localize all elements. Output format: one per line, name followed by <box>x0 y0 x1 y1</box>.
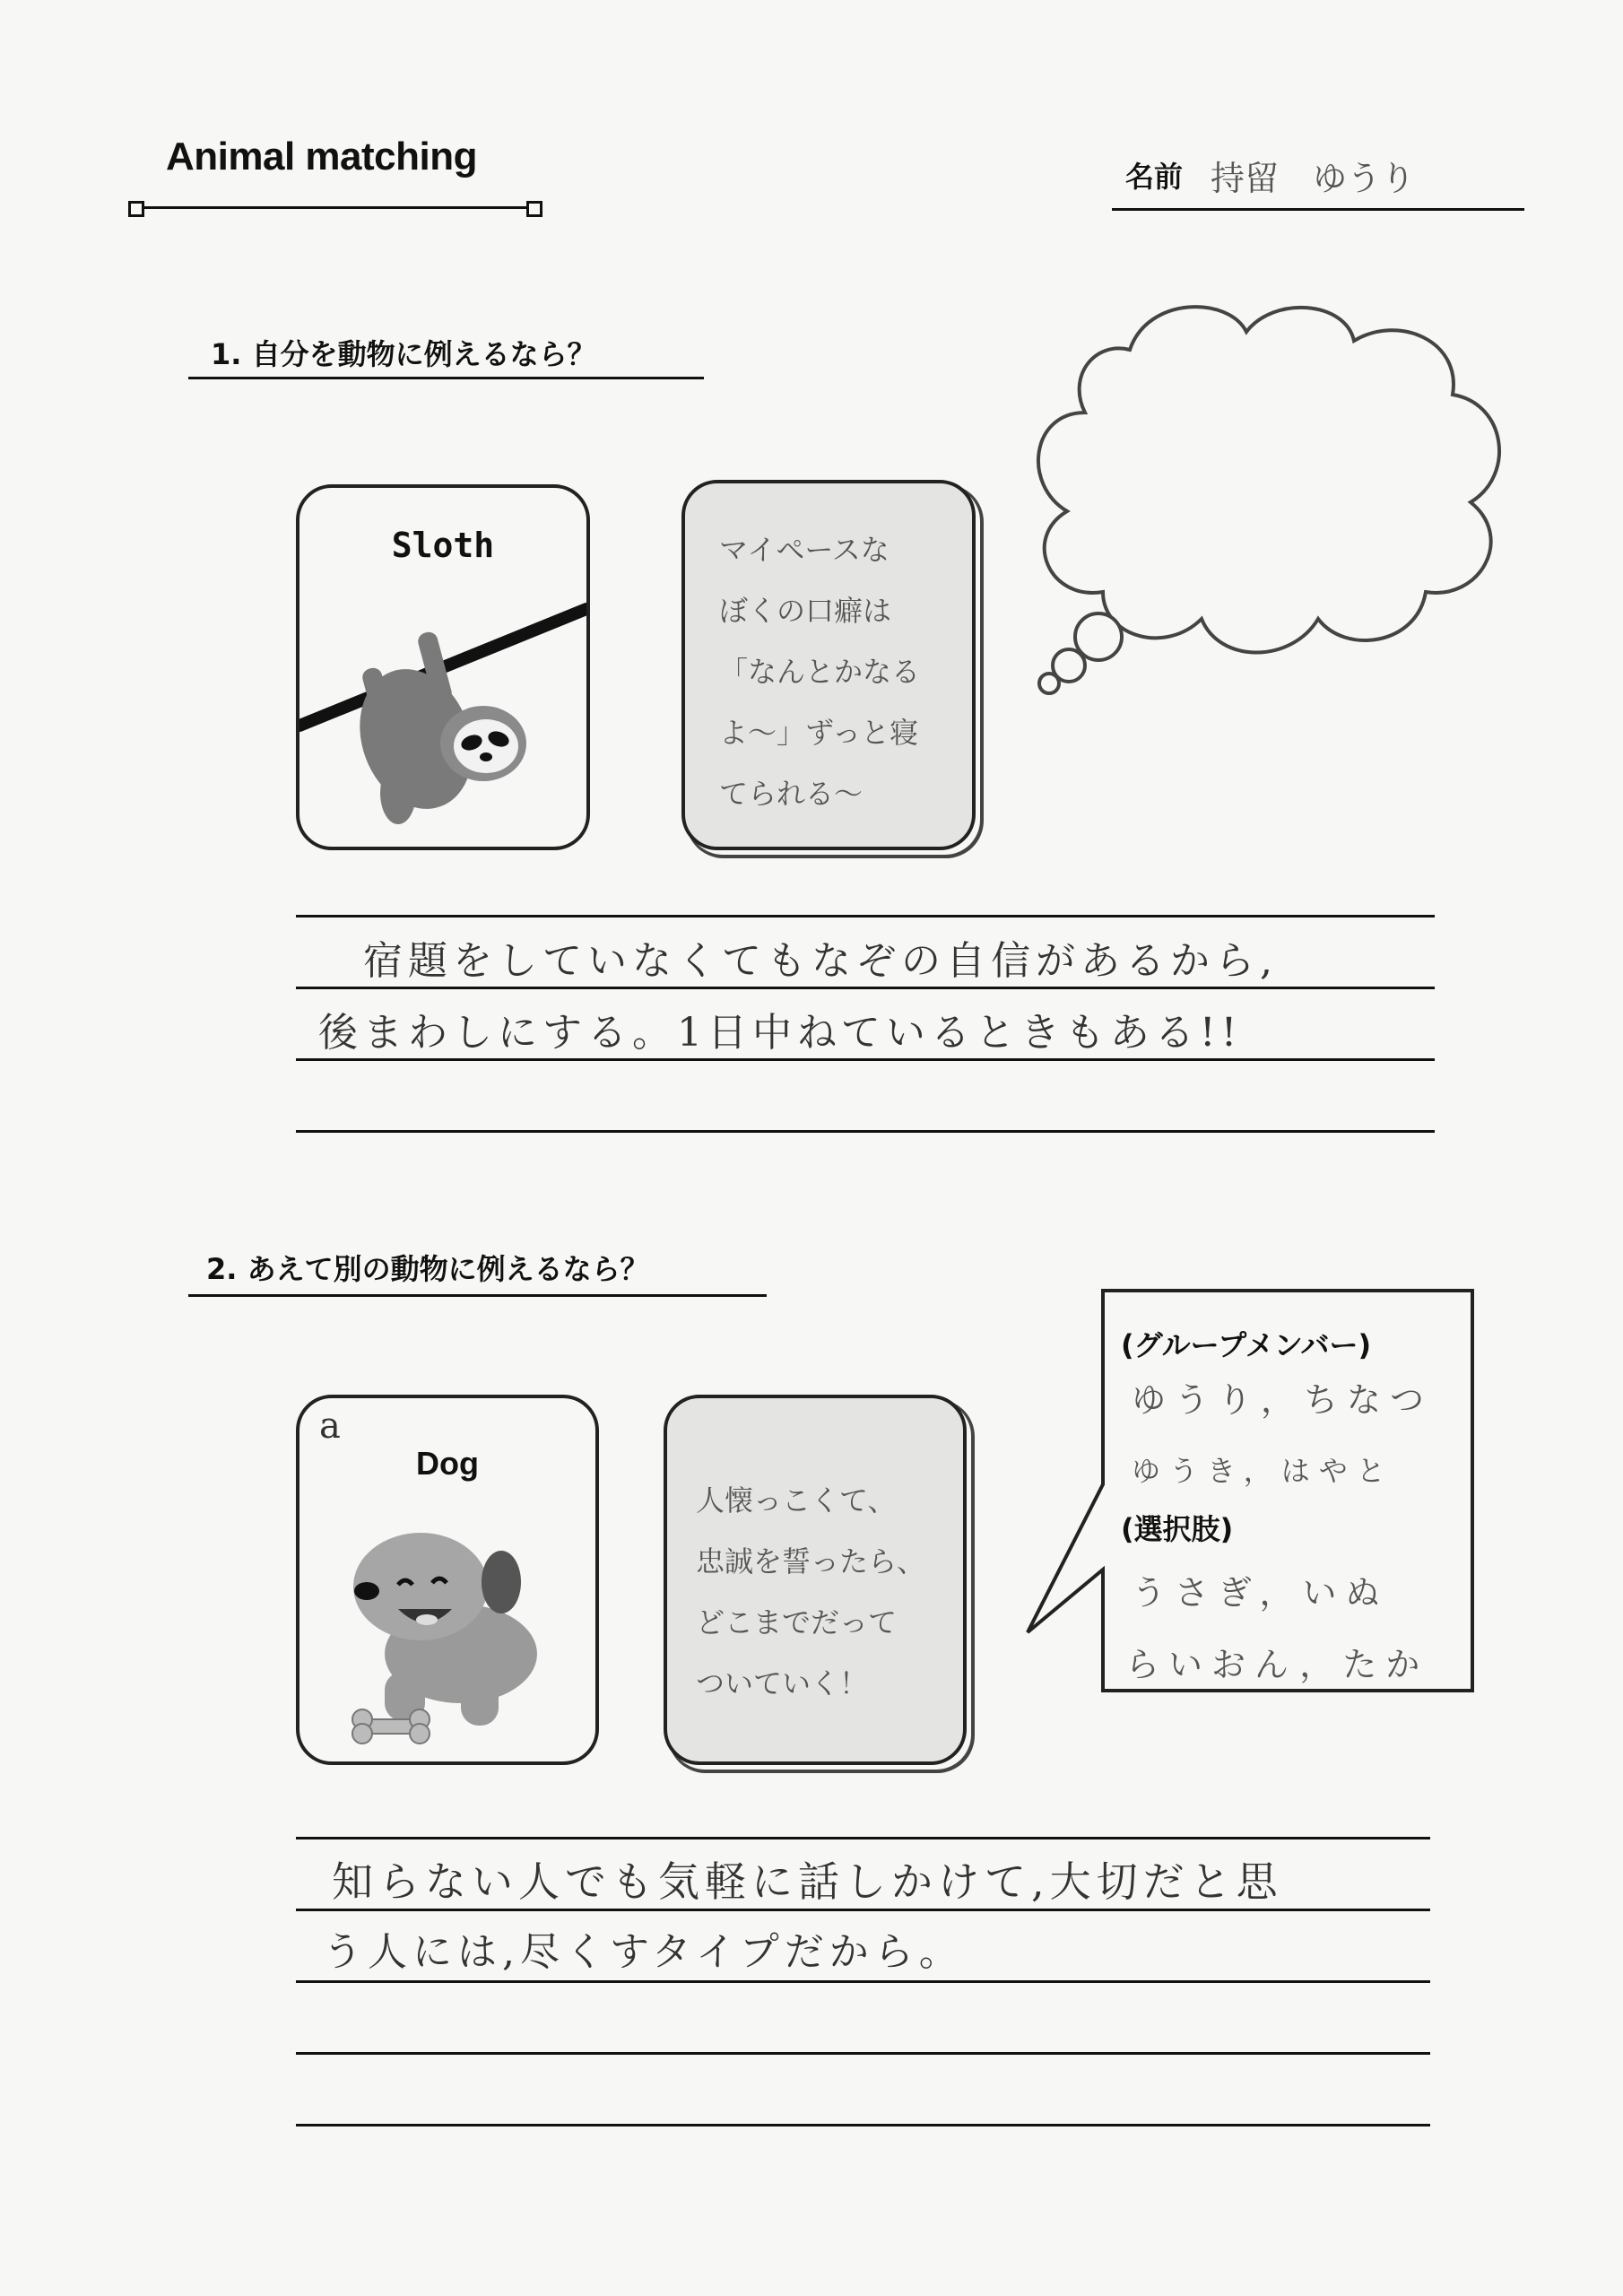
group-choices-line-2: らいおん，たか <box>1125 1645 1429 1684</box>
sloth-speech-card <box>681 480 976 850</box>
title-underline-end-left <box>128 201 144 217</box>
dog-speech-card <box>664 1395 967 1765</box>
q2-writing-line <box>296 1909 1430 1911</box>
group-choices-label: (選択肢) <box>1121 1512 1234 1546</box>
group-choices-line-1: うさぎ，いぬ <box>1132 1573 1389 1613</box>
sloth-card-title: Sloth <box>391 526 495 565</box>
question-1: 1. 自分を動物に例えるなら？ <box>211 337 596 371</box>
name-underline <box>1112 208 1524 211</box>
question-2: 2. あえて別の動物に例えるなら？ <box>206 1252 649 1286</box>
name-value: 持留 ゆうり <box>1211 159 1416 198</box>
question-1-underline <box>188 377 704 379</box>
dog-card-mark: a <box>319 1405 341 1447</box>
q2-writing-line-top <box>296 1837 1430 1839</box>
question-2-underline <box>188 1294 767 1297</box>
q2-answer-line-1: 知らない人でも気軽に話しかけて,大切だと思 <box>332 1857 1283 1906</box>
title-underline <box>135 206 538 209</box>
sloth-speech-text: マイペースな ぼくの口癖は 「なんとかなる よ～」ずっと寝 てられる～ <box>719 533 921 811</box>
q1-writing-line <box>296 1058 1435 1061</box>
group-members-line-2: ゆうき，はやと <box>1132 1454 1394 1488</box>
sloth-card <box>296 484 590 850</box>
worksheet-title: Animal matching <box>166 135 477 178</box>
q1-answer-line-2: 後まわしにする。1日中ねているときもある!! <box>318 1010 1243 1056</box>
q1-writing-line <box>296 987 1435 989</box>
dog-illustration <box>299 1488 595 1757</box>
q2-answer-line-2: う人には,尽くすタイプだから。 <box>323 1929 964 1975</box>
q2-writing-line <box>296 2052 1430 2055</box>
q1-answer-line-1: 宿題をしていなくてもなぞの自信があるから, <box>363 938 1278 984</box>
group-members-line-1: ゆうり，ちなつ <box>1132 1380 1434 1420</box>
dog-card <box>296 1395 599 1765</box>
group-members-label: (グループメンバー) <box>1121 1328 1372 1362</box>
dog-speech-text: 人懐っこくて、 忠誠を誓ったら、 どこまでだって ついていく！ <box>696 1483 926 1700</box>
q2-writing-line <box>296 2124 1430 2126</box>
sloth-illustration <box>299 569 586 838</box>
title-underline-end-right <box>526 201 542 217</box>
name-label: 名前 <box>1125 160 1184 194</box>
thought-cloud <box>1013 296 1533 718</box>
q1-writing-line <box>296 1130 1435 1133</box>
q2-writing-line <box>296 1980 1430 1983</box>
q1-writing-line-top <box>296 915 1435 918</box>
dog-card-title: Dog <box>416 1445 479 1482</box>
